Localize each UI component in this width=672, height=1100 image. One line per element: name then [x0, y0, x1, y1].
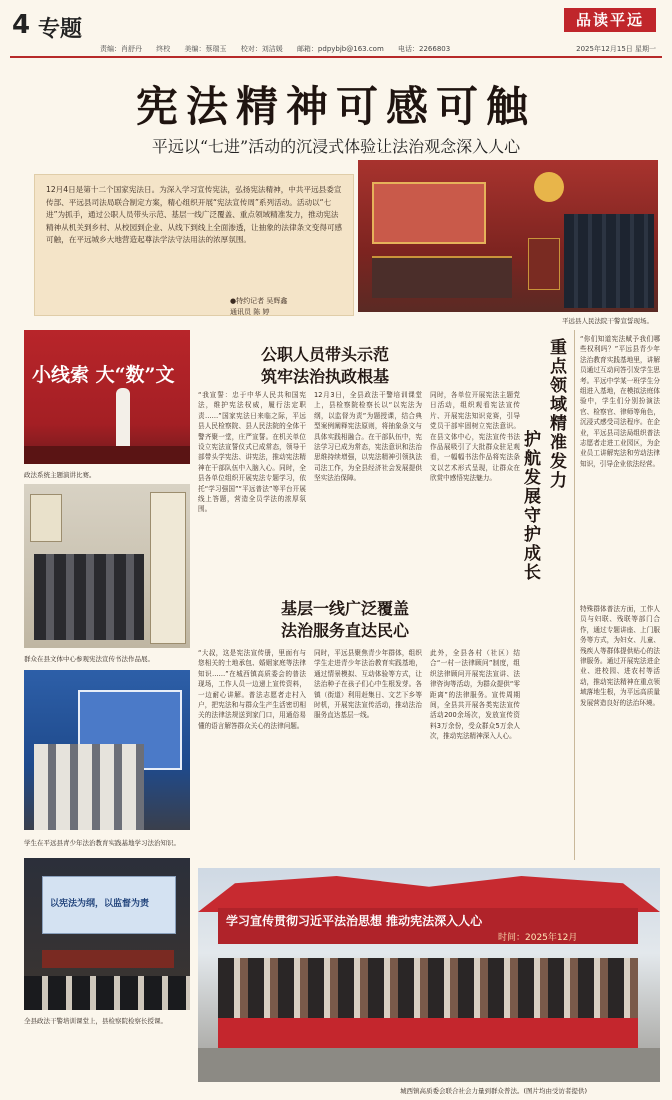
photo-ground — [198, 1048, 660, 1082]
article1-col1: “我宣誓：忠于中华人民共和国宪法，维护宪法权威，履行法定职责……”国家宪法日来临之际，平远县人民检察院、县人民法院的全体干警齐聚一堂，庄严宣誓。在机关单位设立宪法宣誓仪式已成常态，领导干部带头学宪法、讲宪法，推动宪法精神在干部队伍中入脑入心。同时，全县各单位组织开展宪法专题学习，依托“学习强国”“平远普法”等平台开展线上答题，营造全员学法的浓厚氛围。 — [198, 391, 306, 514]
screen-text: 以宪法为纲，以监督为责 — [50, 899, 150, 909]
article2-col2: 同时，平远县聚焦青少年群体，组织学生走进青少年法治教育实践基地，通过情景模拟、互动体验等方式，让法治种子在孩子们心中生根发芽。各镇（街道）利用赶集日、文艺下乡等时机，开展宪法宣传活动，推动法治服务直达基层一线。 — [314, 649, 422, 720]
article2-heading — [250, 598, 440, 642]
photo-screens — [372, 256, 512, 298]
caption-court-oath: 平远县人民法院干警宣誓现场。 — [562, 317, 653, 325]
photo-emblem — [534, 172, 564, 202]
article1-heading — [200, 344, 450, 388]
photo-scroll-1 — [150, 492, 186, 644]
article1-col3: 同时，各单位开展宪法主题党日活动，组织观看宪法宣传片、开展宪法知识竞赛，引导党员干部牢固树立宪法意识。在县文体中心，宪法宣传书法作品展吸引了大批群众驻足观看，一幅幅书法作品将宪法条文以艺术形式呈现，让群众在欣赏中感悟宪法魅力。 — [430, 391, 520, 483]
byline-correspondent: 通讯员 陈 婷 — [230, 308, 270, 316]
banner-text-1: 学习宣传贯彻习近平法治思想 推动宪法深入人心 — [226, 914, 483, 928]
article1-heading-line2: 筑牢法治执政根基 — [260, 367, 389, 386]
banner-text-2: 时间：2025年12月 — [498, 933, 578, 943]
caption-calligraphy-exhibit: 群众在县文体中心参观宪法宣传书法作品展。 — [24, 655, 154, 663]
column-rule — [574, 330, 575, 860]
photo-speech-contest — [24, 330, 190, 464]
article2-col3: 此外，全县各村（社区）结合“一村一法律顾问”制度，组织法律顾问开展宪法宣讲、法律咨询等活动，为群众提供“零距离”的法律服务。宣传周期间，全县共开展各类宪法宣传活动200余场次，发放宣传资料3万余份，受众群众5万余人次，推动宪法精神深入人心。 — [430, 649, 520, 741]
section-title: 专题 — [38, 17, 83, 42]
photo-community-outreach — [198, 868, 660, 1082]
article3-heading-line2: 护航发展守护成长 — [520, 430, 540, 582]
credit-check: 校对：刘洁媛 — [240, 45, 283, 53]
credits-line — [100, 44, 462, 54]
photo-banner-text: 小线索 大“数”文 — [32, 364, 175, 386]
photo-lectern — [42, 950, 174, 968]
photo-tent-roof — [198, 876, 660, 912]
subheadline: 平远以“七进”活动的沉浸式体验让法治观念深入人心 — [151, 137, 521, 156]
photo-crowd — [218, 958, 638, 1018]
headline: 宪法精神可感可触 — [135, 82, 536, 131]
caption-youth-base: 学生在平远县青少年法治教育实践基地学习法治知识。 — [24, 839, 180, 847]
photo-stage — [24, 446, 190, 464]
header-rule — [10, 56, 662, 58]
credit-phone: 电话：2266803 — [398, 45, 451, 53]
photo-training-class — [24, 858, 190, 1010]
page-header — [0, 0, 672, 56]
publication-date: 2025年12月15日 星期一 — [576, 45, 656, 53]
lead-text: 12月4日是第十二个国家宪法日。为深入学习宣传宪法，弘扬宪法精神，中共平远县委宣传部、平远县司法局联合制定方案，精心组织开展“宪法宣传周”系列活动。活动以“七进”为抓手，通过公职人员带头示范、基层一线广泛覆盖、重点领域精准发力，推动宪法精神从机关到乡村、从校园到企业、从线下到线上全面渗透，让抽象的法律条文变得可感可触，在平远城乡大地营造起尊法学法守法用法的浓厚氛围。 — [46, 185, 343, 244]
newspaper-logo: 品读平远 — [564, 8, 656, 32]
photo-visitors — [34, 554, 144, 640]
article2-heading-line1: 基层一线广泛覆盖 — [280, 599, 409, 618]
byline — [230, 296, 287, 318]
photo-students — [34, 744, 144, 830]
credit-proof: 终校 — [156, 45, 171, 53]
byline-reporter: ●特约记者 吴辉鑫 — [230, 297, 288, 305]
photo-audience — [24, 976, 190, 1010]
photo-youth-base — [24, 670, 190, 830]
page-number: 4 — [12, 10, 31, 40]
article2-heading-line2: 法治服务直达民心 — [280, 621, 409, 640]
article3-col1: “你们知道宪法赋予我们哪些权利吗？”平远县青少年法治教育实践基地里，讲解员通过互动问答引发学生思考。平远中学某一班学生分组进入基地，在模拟法庭体验中，学生们分别扮演法官、检察官、律师等角色，沉浸式感受司法程序。在企业，平远县司法局组织普法志愿者走进工业园区，为企业员工讲解宪法和劳动法律知识，引导企业依法经营。 — [580, 335, 660, 468]
article1-col2: 12月3日，全县政法干警培训课堂上，县检察院检察长以“以宪法为纲，以监督为责”为题授课，结合典型案例阐释宪法原则，将抽象条文与具体实践相融合。在干部队伍中，宪法学习已成为常态，宪法意识和法治思维持续增强，以宪法精神引领执法司法工作，为全县经济社会发展提供坚实法治保障。 — [314, 391, 422, 483]
article1-heading-line1: 公职人员带头示范 — [260, 345, 389, 364]
photo-scroll-2 — [30, 494, 62, 542]
photo-speaker — [116, 388, 130, 448]
credit-editor: 责编：肖舒丹 — [100, 45, 142, 53]
photo-podium — [528, 238, 560, 290]
photo-calligraphy-exhibit — [24, 484, 190, 648]
photo-tables — [218, 1018, 638, 1048]
caption-training-class: 全县政法干警培训课堂上，县检察院检察长授课。 — [24, 1017, 167, 1025]
article2-col1: “大叔，这是宪法宣传册，里面有与您相关的土地承包、婚姻家庭等法律知识……”在城西镇高质委会的普法现场，工作人员一边递上宣传资料，一边耐心讲解。普法志愿者走村入户，把宪法和与群众生产生活密切相关的法律法规送到家门口，用通俗易懂的语言解答群众关心的法律问题。 — [198, 649, 306, 730]
article3-col2: 特殊群体普法方面，工作人员与妇联、残联等部门合作，通过专题讲座、上门服务等方式，为妇女、儿童、残疾人等群体提供贴心的法律服务。通过开展宪法进企业、进校园、进农村等活动，推动宪法精神在重点领域落地生根，为平远高质量发展营造良好的法治环境。 — [580, 605, 660, 707]
photo-officers — [564, 214, 654, 308]
photo-wall-display — [372, 182, 486, 244]
credit-design: 美编：蔡瑞玉 — [184, 45, 227, 53]
caption-community-outreach: 城西镇高质委会联合社会力量到群众普法。(图片均由受访者提供) — [400, 1087, 588, 1095]
photo-court-oath — [358, 160, 658, 312]
article3-heading-line1: 重点领域精准发力 — [546, 338, 566, 490]
caption-speech-contest: 政法系统主题演讲比赛。 — [24, 471, 96, 479]
credit-email: 邮箱：pdpybjb@163.com — [296, 45, 384, 53]
